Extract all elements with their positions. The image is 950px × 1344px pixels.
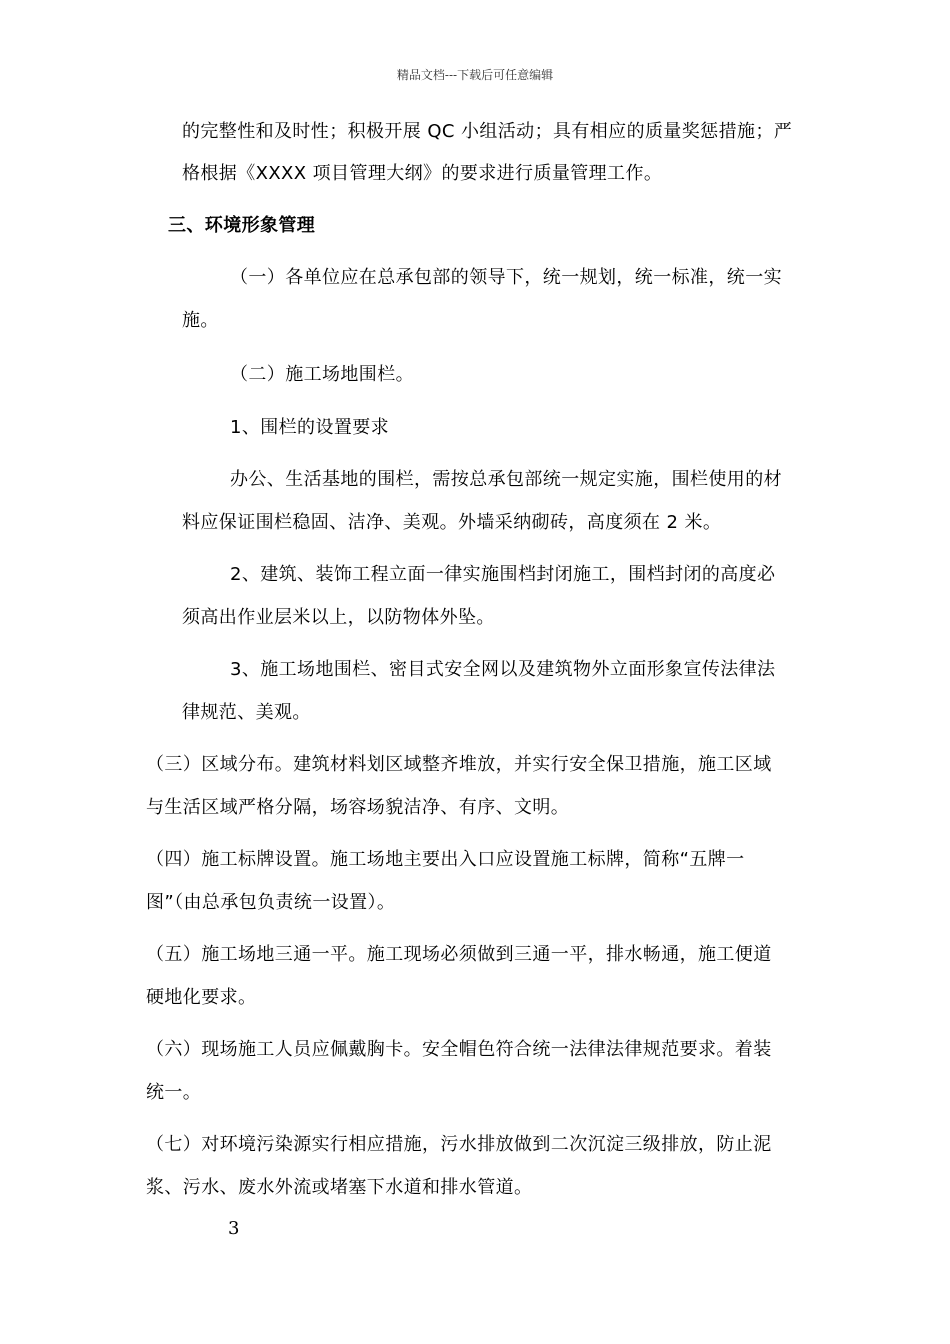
paragraph-line: 施。 — [182, 310, 219, 331]
paragraph-line: （四）施工标牌设置。施工场地主要出入口应设置施工标牌，简称“五牌一 — [146, 849, 745, 870]
paragraph-line: 律规范、美观。 — [182, 702, 311, 723]
paragraph-line: 硬地化要求。 — [146, 987, 257, 1008]
paragraph-line: （五）施工场地三通一平。施工现场必须做到三通一平，排水畅通，施工便道 — [146, 944, 772, 965]
paragraph-line: （三）区域分布。建筑材料划区域整齐堆放，并实行安全保卫措施，施工区域 — [146, 754, 772, 775]
paragraph-line: （六）现场施工人员应佩戴胸卡。安全帽色符合统一法律法律规范要求。着装 — [146, 1039, 772, 1060]
subheading: （二）施工场地围栏。 — [230, 364, 414, 385]
paragraph-line: 办公、生活基地的围栏，需按总承包部统一规定实施，围栏使用的材 — [230, 469, 782, 490]
paragraph-line: 浆、污水、废水外流或堵塞下水道和排水管道。 — [146, 1177, 533, 1198]
paragraph-line: 统一。 — [146, 1082, 202, 1103]
text-line: 格根据《XXXX 项目管理大纲》的要求进行质量管理工作。 — [182, 163, 663, 184]
paragraph-line: 与生活区域严格分隔，场容场貌洁净、有序、文明。 — [146, 797, 570, 818]
paragraph-line: （一）各单位应在总承包部的领导下，统一规划，统一标准，统一实 — [230, 267, 782, 288]
paragraph-line: 料应保证围栏稳固、洁净、美观。外墙采纳砌砖，高度须在 2 米。 — [182, 512, 722, 533]
text-line: 的完整性和及时性；积极开展 QC 小组活动；具有相应的质量奖惩措施；严 — [182, 121, 793, 142]
list-item: 2、建筑、装饰工程立面一律实施围档封闭施工，围档封闭的高度必 — [230, 564, 776, 585]
section-heading: 三、环境形象管理 — [168, 215, 316, 236]
page-header: 精品文档---下载后可任意编辑 — [396, 68, 554, 82]
paragraph-line: 图”（由总承包负责统一设置）。 — [146, 892, 396, 913]
paragraph-line: 须高出作业层米以上，以防物体外坠。 — [182, 607, 495, 628]
page-number: 3 — [228, 1218, 240, 1239]
list-item: 3、施工场地围栏、密目式安全网以及建筑物外立面形象宣传法律法 — [230, 659, 776, 680]
paragraph-line: （七）对环境污染源实行相应措施，污水排放做到二次沉淀三级排放，防止泥 — [146, 1134, 772, 1155]
list-item: 1、围栏的设置要求 — [230, 417, 390, 438]
